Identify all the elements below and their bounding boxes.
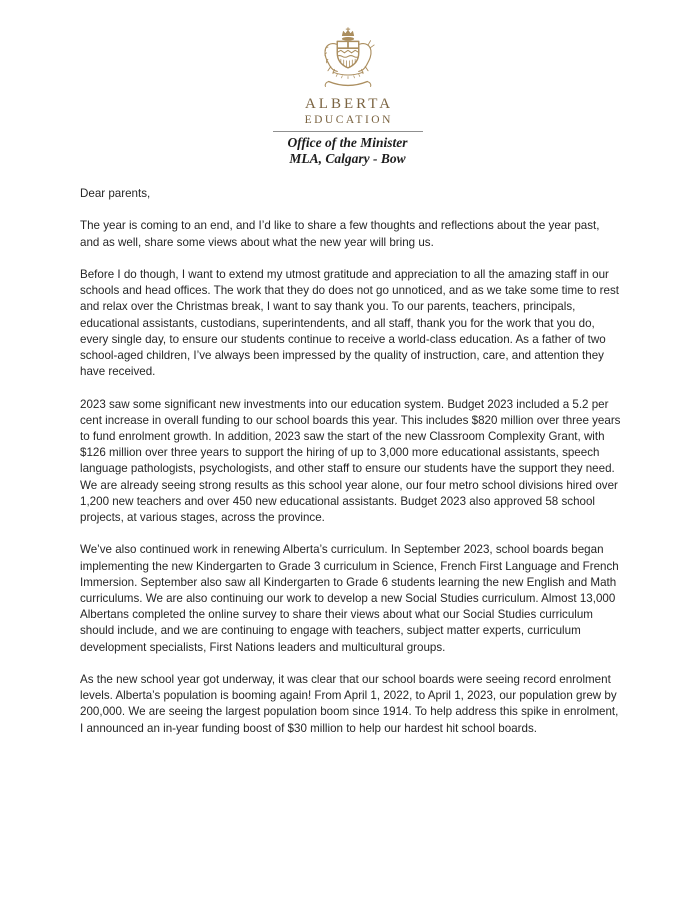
- letter-paragraph: Before I do though, I want to extend my utmost gratitude and appreciation to all the amazing staff in our schools and head offices. The work that they do does not go unnoticed, and as we take some time to rest and relax over the Christmas break, I want to say thank you. To our parents, teachers, principals, educational assistants, custodians, superintendents, and all staff, thank you for the work that you do, every single day, to ensure our students continue to receive a world-class education. As a father of two school-aged children, I’ve always been impressed by the quality of instruction, care, and attention they have received.: [80, 267, 620, 379]
- salutation: Dear parents,: [80, 187, 151, 200]
- letter-paragraph: The year is coming to an end, and I’d like to share a few thoughts and reflections about the year past, and as well, share some views about what the new year will bring us.: [80, 219, 600, 249]
- org-name-alberta: ALBERTA: [304, 96, 394, 112]
- office-riding: MLA, Calgary - Bow: [289, 150, 406, 166]
- letter-paragraph: 2023 saw some significant new investments into our education system. Budget 2023 included a 5.2 per cent increase in overall funding to our school boards this year. This includes $820 million over three years to fund enrolment growth. In addition, 2023 saw the start of the new Classroom Complexity Grant, with $126 million over three years to support the hiring of up to 3,000 more educational assistants, speech language pathologists, psychologists, and other staff to ensure our students have the support they need. We are already seeing strong results as this school year alone, our four metro school divisions hired over 1,200 new teachers and over 450 new educational assistants. Budget 2023 also approved 58 school projects, at various stages, across the province.: [80, 397, 621, 525]
- letterhead-divider: [273, 131, 423, 132]
- letter-paragraph: As the new school year got underway, it was clear that our school boards were seeing record enrolment levels. Alberta’s population is booming again! From April 1, 2022, to April 1, 2023, our population grew by 200,000. We are seeing the largest population boom since 1914. To help address this spike in enrolment, I announced an in-year funding boost of $30 million to help our hardest hit school boards.: [80, 673, 619, 735]
- org-name-education: EDUCATION: [304, 114, 393, 126]
- alberta-coat-of-arms-icon: [305, 27, 391, 93]
- letter-body: [80, 186, 621, 737]
- office-title: Office of the Minister: [287, 135, 408, 150]
- letter-paragraphs: [80, 218, 621, 736]
- letter-paragraph: We’ve also continued work in renewing Alberta’s curriculum. In September 2023, school boards began implementing the new Kindergarten to Grade 3 curriculum in Science, French First Language and French Immersion. September also saw all Kindergarten to Grade 6 students learning the new English and Math curriculums. We are also continuing our work to develop a new Social Studies curriculum. Almost 13,000 Albertans completed the online survey to share their views about what our Social Studies curriculum should include, and we are continuing to engage with teachers, subject matter experts, curriculum development specialists, First Nations leaders and multicultural groups.: [80, 543, 619, 654]
- letterhead: [0, 0, 695, 166]
